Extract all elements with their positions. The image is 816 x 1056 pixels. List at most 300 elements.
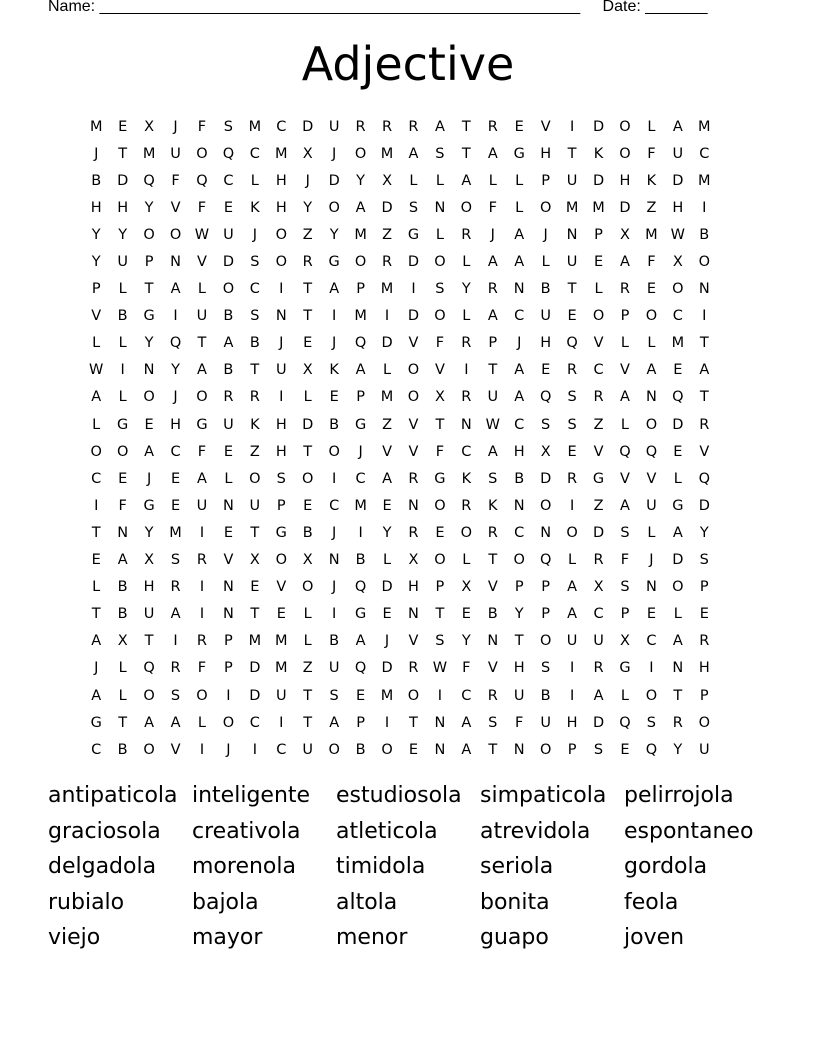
grid-letter: J xyxy=(332,524,337,541)
grid-letter: B xyxy=(117,606,128,623)
grid-letter: V xyxy=(593,443,604,460)
grid-letter: H xyxy=(275,199,287,216)
grid-letter: I xyxy=(332,470,337,487)
grid-letter: I xyxy=(569,497,575,514)
grid-letter: B xyxy=(699,226,710,243)
grid-letter: O xyxy=(116,443,129,460)
grid-letter: A xyxy=(514,254,525,271)
grid-letter: F xyxy=(515,714,524,731)
grid-letter: C xyxy=(91,741,102,758)
grid-letter: P xyxy=(488,335,498,352)
grid-letter: A xyxy=(355,362,366,379)
grid-letter: M xyxy=(645,226,658,243)
grid-letter: E xyxy=(435,524,445,541)
grid-letter: C xyxy=(249,281,260,298)
grid-letter: Q xyxy=(645,443,658,460)
grid-letter: H xyxy=(513,443,525,460)
grid-letter: L xyxy=(382,362,392,379)
grid-letter: V xyxy=(382,443,392,460)
grid-letter: O xyxy=(434,254,446,271)
grid-letter: A xyxy=(434,118,445,135)
grid-letter: D xyxy=(302,118,314,135)
grid-letter: E xyxy=(646,606,656,623)
grid-letter: G xyxy=(117,416,129,433)
grid-row xyxy=(83,248,744,275)
word-bank-item: morenola xyxy=(192,854,296,879)
grid-letter: T xyxy=(250,606,260,623)
grid-letter: O xyxy=(434,552,446,569)
grid-letter: E xyxy=(144,416,154,433)
word-bank-item: pelirrojola xyxy=(624,783,734,808)
grid-letter: X xyxy=(540,443,551,460)
grid-letter: A xyxy=(170,281,181,298)
grid-letter: M xyxy=(698,118,711,135)
grid-letter: M xyxy=(380,145,394,162)
grid-letter: M xyxy=(354,308,367,325)
word-bank-item: mayor xyxy=(192,925,263,950)
grid-letter: M xyxy=(380,687,394,704)
grid-letter: J xyxy=(517,335,522,352)
grid-letter: B xyxy=(514,470,525,487)
grid-letter: L xyxy=(515,172,524,189)
grid-letter: V xyxy=(276,579,287,596)
grid-letter: A xyxy=(355,199,366,216)
grid-letter: U xyxy=(196,497,208,514)
grid-letter: R xyxy=(461,497,472,514)
grid-letter: L xyxy=(250,172,259,189)
grid-letter: X xyxy=(382,172,392,189)
grid-letter: W xyxy=(670,226,686,243)
grid-letter: L xyxy=(224,470,233,487)
grid-letter: R xyxy=(196,633,207,650)
grid-letter: B xyxy=(223,362,234,379)
grid-letter: V xyxy=(620,470,630,487)
grid-letter: R xyxy=(593,552,604,569)
word-bank-item: simpaticola xyxy=(480,783,607,808)
grid-letter: O xyxy=(354,254,367,271)
grid-letter: J xyxy=(226,741,231,758)
grid-letter: X xyxy=(302,552,313,569)
grid-letter: Q xyxy=(539,552,552,569)
grid-letter: A xyxy=(91,687,102,704)
grid-letter: N xyxy=(275,308,287,325)
grid-letter: O xyxy=(539,633,552,650)
grid-letter: N xyxy=(328,552,340,569)
grid-letter: A xyxy=(646,362,657,379)
grid-letter: O xyxy=(460,524,473,541)
grid-letter: P xyxy=(276,497,286,514)
grid-letter: C xyxy=(249,714,260,731)
grid-letter: N xyxy=(434,199,446,216)
grid-letter: X xyxy=(302,145,313,162)
grid-letter: D xyxy=(302,416,314,433)
grid-letter: G xyxy=(619,660,631,677)
grid-row xyxy=(83,492,744,519)
grid-letter: A xyxy=(329,281,340,298)
grid-letter: Z xyxy=(302,660,313,677)
grid-letter: H xyxy=(90,199,102,216)
grid-letter: T xyxy=(567,281,577,298)
grid-letter: O xyxy=(407,687,420,704)
grid-letter: V xyxy=(408,443,419,460)
grid-letter: Q xyxy=(143,660,155,677)
grid-letter: A xyxy=(355,633,366,650)
grid-letter: N xyxy=(698,281,710,298)
grid-letter: R xyxy=(355,118,366,135)
grid-letter: H xyxy=(513,660,525,677)
grid-letter: S xyxy=(646,714,657,731)
grid-letter: H xyxy=(408,579,419,596)
grid-letter: E xyxy=(329,389,339,406)
grid-letter: C xyxy=(355,470,366,487)
grid-letter: R xyxy=(461,389,472,406)
grid-letter: B xyxy=(302,524,313,541)
grid-letter: B xyxy=(487,606,498,623)
grid-letter: Q xyxy=(619,714,631,731)
grid-letter: Z xyxy=(249,443,260,460)
word-bank-item: timidola xyxy=(336,854,426,879)
grid-letter: X xyxy=(434,389,445,406)
grid-letter: O xyxy=(275,552,287,569)
grid-letter: A xyxy=(514,362,525,379)
grid-letter: F xyxy=(435,335,445,352)
grid-letter: R xyxy=(619,281,630,298)
grid-letter: D xyxy=(698,497,710,514)
grid-letter: Y xyxy=(171,362,180,379)
grid-letter: U xyxy=(487,389,499,406)
grid-letter: E xyxy=(250,579,260,596)
grid-letter: O xyxy=(143,389,155,406)
grid-letter: D xyxy=(592,172,605,189)
grid-row xyxy=(83,384,744,411)
grid-letter: E xyxy=(356,687,366,704)
grid-letter: S xyxy=(170,687,181,704)
grid-letter: M xyxy=(169,524,182,541)
grid-letter: S xyxy=(620,579,630,596)
grid-letter: E xyxy=(91,552,101,569)
grid-letter: D xyxy=(672,172,684,189)
word-bank-item: creativola xyxy=(192,818,301,844)
grid-letter: U xyxy=(513,687,525,704)
grid-row xyxy=(83,601,744,628)
grid-letter: S xyxy=(699,552,709,569)
grid-letter: I xyxy=(332,308,337,325)
grid-letter: N xyxy=(460,416,472,433)
grid-letter: D xyxy=(619,199,631,216)
grid-letter: P xyxy=(620,308,630,325)
grid-letter: X xyxy=(672,254,683,271)
grid-letter: E xyxy=(170,470,181,487)
grid-letter: M xyxy=(248,633,262,650)
grid-letter: T xyxy=(250,524,260,541)
grid-letter: E xyxy=(620,741,630,758)
grid-letter: I xyxy=(702,308,707,325)
grid-letter: G xyxy=(143,308,155,325)
grid-letter: T xyxy=(699,389,709,406)
grid-letter: E xyxy=(673,362,683,379)
grid-letter: N xyxy=(540,524,552,541)
grid-letter: L xyxy=(197,714,207,731)
grid-letter: E xyxy=(303,497,313,514)
grid-letter: T xyxy=(303,687,313,704)
word-bank-item: bonita xyxy=(480,889,550,915)
grid-letter: O xyxy=(698,714,710,731)
grid-letter: Z xyxy=(593,497,604,514)
grid-letter: P xyxy=(541,579,551,596)
grid-letter: P xyxy=(144,254,154,271)
grid-letter: I xyxy=(173,633,178,650)
grid-letter: G xyxy=(354,606,367,623)
grid-letter: K xyxy=(461,470,472,487)
grid-letter: U xyxy=(196,308,208,325)
grid-letter: O xyxy=(434,497,446,514)
grid-letter: O xyxy=(698,254,710,271)
grid-letter: C xyxy=(646,633,657,650)
grid-letter: C xyxy=(593,362,604,379)
grid-letter: A xyxy=(461,741,472,758)
grid-letter: D xyxy=(592,118,605,135)
grid-letter: X xyxy=(302,362,313,379)
grid-letter: H xyxy=(619,172,631,189)
grid-letter: Q xyxy=(354,335,367,352)
grid-letter: Z xyxy=(593,416,604,433)
grid-letter: L xyxy=(515,199,524,216)
grid-letter: N xyxy=(487,633,499,650)
grid-letter: G xyxy=(513,145,525,162)
grid-letter: N xyxy=(408,497,419,514)
grid-letter: A xyxy=(91,633,102,650)
grid-letter: E xyxy=(223,199,233,216)
grid-letter: D xyxy=(381,199,393,216)
grid-letter: I xyxy=(279,714,284,731)
grid-letter: U xyxy=(117,254,128,271)
word-bank-item: atrevidola xyxy=(480,818,591,844)
grid-letter: C xyxy=(461,687,472,704)
grid-letter: I xyxy=(702,199,707,216)
grid-letter: O xyxy=(539,199,552,216)
grid-letter: F xyxy=(118,497,127,514)
grid-letter: Y xyxy=(461,281,471,298)
grid-letter: S xyxy=(567,389,577,406)
grid-letter: O xyxy=(619,145,631,162)
grid-letter: I xyxy=(649,660,654,677)
grid-letter: B xyxy=(355,741,366,758)
grid-letter: P xyxy=(514,579,524,596)
grid-letter: A xyxy=(567,606,578,623)
grid-letter: Q xyxy=(143,172,155,189)
grid-letter: O xyxy=(275,254,287,271)
grid-letter: N xyxy=(566,226,578,243)
grid-letter: I xyxy=(252,741,257,758)
word-bank-item: joven xyxy=(624,925,685,950)
grid-letter: Q xyxy=(196,172,208,189)
grid-letter: A xyxy=(170,714,181,731)
grid-letter: N xyxy=(513,497,525,514)
grid-letter: S xyxy=(408,199,419,216)
grid-letter: J xyxy=(332,579,337,596)
grid-letter: D xyxy=(222,254,234,271)
grid-letter: T xyxy=(303,714,313,731)
grid-letter: L xyxy=(620,335,630,352)
word-bank-item: antipaticola xyxy=(48,783,178,808)
grid-letter: V xyxy=(646,470,657,487)
grid-letter: I xyxy=(569,118,575,135)
grid-letter: P xyxy=(620,606,630,623)
grid-letter: C xyxy=(223,172,234,189)
grid-letter: X xyxy=(620,226,630,243)
grid-letter: R xyxy=(196,552,207,569)
grid-letter: J xyxy=(332,335,337,352)
grid-letter: M xyxy=(142,145,156,162)
grid-letter: L xyxy=(462,254,471,271)
grid-letter: R xyxy=(408,118,419,135)
grid-letter: I xyxy=(332,606,337,623)
grid-letter: I xyxy=(199,524,205,541)
grid-letter: A xyxy=(170,606,181,623)
grid-letter: T xyxy=(303,281,313,298)
grid-letter: E xyxy=(567,443,577,460)
grid-letter: U xyxy=(646,497,657,514)
grid-letter: A xyxy=(461,714,472,731)
grid-letter: C xyxy=(593,606,604,623)
name-field-label: Name: ______________________________________________________ xyxy=(48,0,581,15)
grid-letter: U xyxy=(143,606,155,623)
grid-letter: I xyxy=(120,362,125,379)
grid-letter: A xyxy=(197,470,207,487)
grid-letter: L xyxy=(92,416,101,433)
grid-letter: F xyxy=(197,660,207,677)
grid-letter: N xyxy=(434,741,446,758)
grid-letter: D xyxy=(381,660,393,677)
grid-letter: L xyxy=(118,660,127,677)
grid-letter: M xyxy=(248,118,262,135)
grid-letter: N xyxy=(143,362,155,379)
grid-letter: Y xyxy=(461,633,471,650)
grid-letter: R xyxy=(487,687,498,704)
grid-letter: A xyxy=(514,226,525,243)
grid-letter: I xyxy=(199,606,205,623)
grid-letter: S xyxy=(488,470,498,487)
grid-letter: K xyxy=(329,362,339,379)
grid-letter: M xyxy=(354,497,367,514)
grid-letter: Z xyxy=(382,416,392,433)
grid-letter: V xyxy=(197,254,207,271)
grid-letter: I xyxy=(94,497,99,514)
grid-letter: T xyxy=(461,118,471,135)
grid-letter: D xyxy=(672,416,684,433)
grid-letter: V xyxy=(408,633,419,650)
grid-letter: J xyxy=(279,335,284,352)
grid-letter: L xyxy=(488,172,497,189)
grid-letter: O xyxy=(566,524,578,541)
word-bank-item: guapo xyxy=(480,925,549,950)
grid-letter: J xyxy=(146,470,152,487)
grid-letter: S xyxy=(620,524,630,541)
grid-letter: P xyxy=(594,226,603,243)
grid-letter: X xyxy=(620,633,630,650)
grid-letter: A xyxy=(382,470,392,487)
grid-letter: J xyxy=(332,145,337,162)
grid-letter: B xyxy=(91,172,102,189)
grid-letter: K xyxy=(646,172,657,189)
grid-letter: W xyxy=(89,362,104,379)
grid-letter: O xyxy=(645,687,658,704)
grid-letter: O xyxy=(460,199,473,216)
word-bank-item: atleticola xyxy=(336,818,438,844)
grid-letter: P xyxy=(699,579,709,596)
date-field-label: Date: _______ xyxy=(602,0,708,15)
grid-letter: I xyxy=(173,308,178,325)
grid-letter: P xyxy=(356,389,365,406)
grid-letter: O xyxy=(90,443,102,460)
grid-letter: L xyxy=(92,335,101,352)
grid-row xyxy=(83,547,744,574)
grid-letter: A xyxy=(408,145,419,162)
grid-letter: N xyxy=(645,579,657,596)
grid-row xyxy=(83,303,744,330)
grid-row xyxy=(83,194,744,221)
grid-letter: M xyxy=(275,633,288,650)
grid-letter: S xyxy=(276,470,286,487)
grid-letter: N xyxy=(434,714,446,731)
grid-letter: A xyxy=(461,172,472,189)
grid-letter: F xyxy=(620,552,630,569)
grid-letter: B xyxy=(117,308,128,325)
grid-letter: J xyxy=(649,552,654,569)
grid-letter: O xyxy=(222,714,235,731)
grid-letter: A xyxy=(91,389,102,406)
grid-letter: C xyxy=(276,118,287,135)
grid-letter: G xyxy=(196,416,208,433)
grid-letter: R xyxy=(408,660,419,677)
grid-letter: C xyxy=(514,524,525,541)
grid-letter: I xyxy=(411,281,416,298)
grid-letter: L xyxy=(409,172,418,189)
grid-letter: D xyxy=(249,687,261,704)
grid-letter: E xyxy=(276,606,286,623)
grid-letter: J xyxy=(173,389,178,406)
grid-letter: R xyxy=(408,470,419,487)
grid-letter: N xyxy=(645,389,657,406)
grid-letter: M xyxy=(89,118,103,135)
word-bank-item: inteligente xyxy=(192,783,311,808)
grid-letter: V xyxy=(91,308,102,325)
grid-letter: A xyxy=(144,714,155,731)
grid-letter: L xyxy=(647,524,656,541)
grid-letter: R xyxy=(249,389,260,406)
grid-letter: Q xyxy=(698,470,710,487)
grid-letter: A xyxy=(567,579,578,596)
grid-letter: U xyxy=(593,633,604,650)
grid-letter: X xyxy=(249,552,260,569)
grid-letter: O xyxy=(592,308,605,325)
grid-letter: V xyxy=(620,362,630,379)
grid-letter: Y xyxy=(118,226,128,243)
grid-letter: V xyxy=(487,660,498,677)
grid-letter: O xyxy=(513,552,525,569)
grid-letter: E xyxy=(408,741,419,758)
grid-letter: R xyxy=(461,226,472,243)
grid-letter: T xyxy=(514,633,524,650)
grid-row xyxy=(83,167,744,194)
grid-letter: T xyxy=(435,606,445,623)
grid-letter: P xyxy=(541,172,551,189)
grid-letter: C xyxy=(514,416,525,433)
grid-letter: D xyxy=(381,579,393,596)
grid-letter: O xyxy=(539,497,552,514)
grid-letter: M xyxy=(380,389,394,406)
grid-letter: O xyxy=(143,687,155,704)
